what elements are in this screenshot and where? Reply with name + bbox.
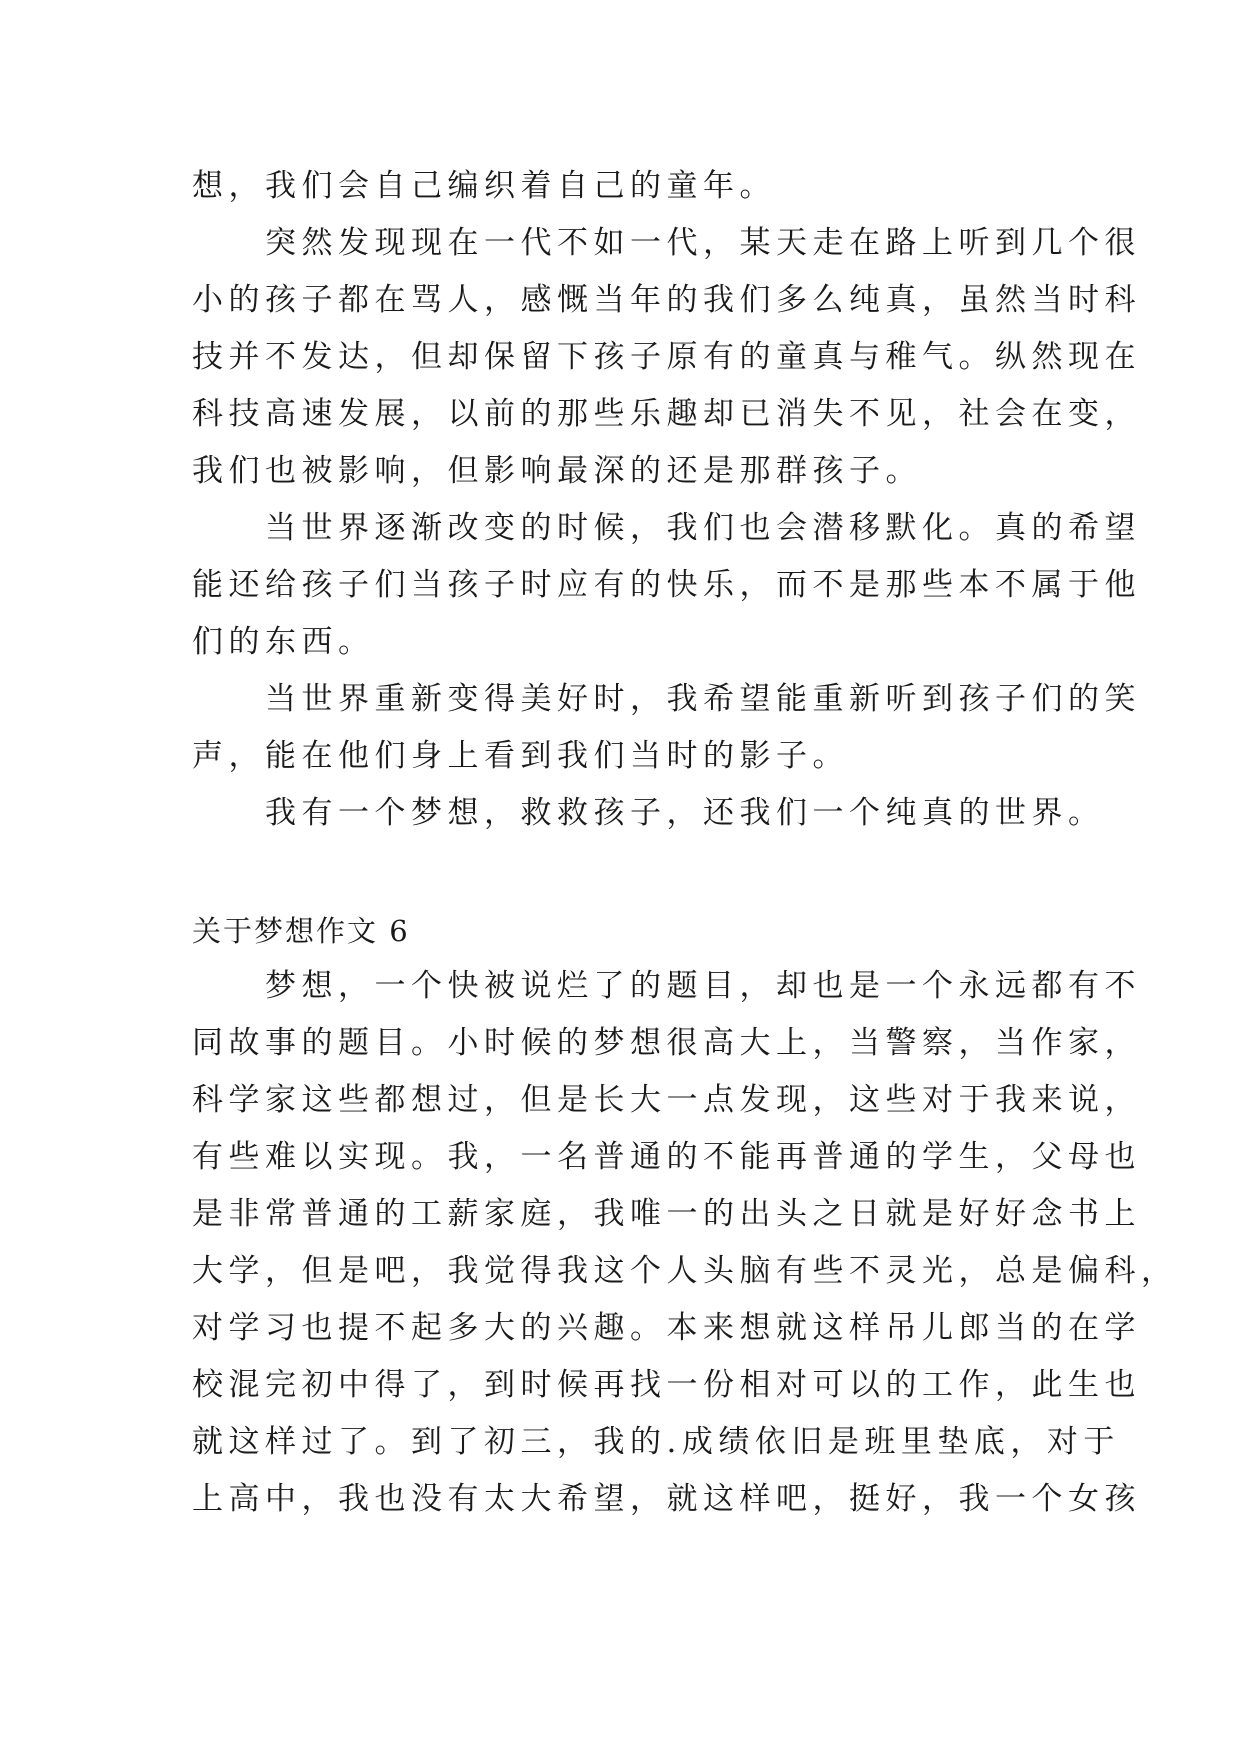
- section-heading: 关于梦想作文 6: [192, 914, 410, 948]
- paragraph-line: 同故事的题目。小时候的梦想很高大上，当警察，当作家，: [192, 1025, 1141, 1061]
- paragraph-line: 上高中，我也没有太大希望，就这样吧，挺好，我一个女孩: [192, 1481, 1141, 1517]
- paragraph-line: 科技高速发展，以前的那些乐趣却已消失不见，社会在变，: [192, 396, 1141, 432]
- paragraph-line: 大学，但是吧，我觉得我这个人头脑有些不灵光，总是偏科，: [192, 1253, 1178, 1289]
- paragraph-line: 是非常普通的工薪家庭，我唯一的出头之日就是好好念书上: [192, 1196, 1141, 1232]
- paragraph-line: 们的东西。: [192, 624, 375, 660]
- paragraph-line: 突然发现现在一代不如一代，某天走在路上听到几个很: [192, 225, 1141, 261]
- paragraph-line: 当世界逐渐改变的时候，我们也会潜移默化。真的希望: [192, 510, 1141, 546]
- paragraph-line: 当世界重新变得美好时，我希望能重新听到孩子们的笑: [192, 681, 1141, 717]
- paragraph-line: 能还给孩子们当孩子时应有的快乐，而不是那些本不属于他: [192, 567, 1141, 603]
- paragraph-line: 有些难以实现。我，一名普通的不能再普通的学生，父母也: [192, 1139, 1141, 1175]
- paragraph-line: 技并不发达，但却保留下孩子原有的童真与稚气。纵然现在: [192, 339, 1141, 375]
- paragraph-line: 想，我们会自己编织着自己的童年。: [192, 168, 776, 204]
- paragraph-line: 我们也被影响，但影响最深的还是那群孩子。: [192, 453, 922, 489]
- paragraph-line: 科学家这些都想过，但是长大一点发现，这些对于我来说，: [192, 1082, 1141, 1118]
- paragraph-line: 声，能在他们身上看到我们当时的影子。: [192, 738, 849, 774]
- paragraph-line: 梦想，一个快被说烂了的题目，却也是一个永远都有不: [192, 968, 1141, 1004]
- paragraph-line: 我有一个梦想，救救孩子，还我们一个纯真的世界。: [192, 795, 1105, 831]
- paragraph-line: 小的孩子都在骂人，感慨当年的我们多么纯真，虽然当时科: [192, 282, 1141, 318]
- paragraph-line: 就这样过了。到了初三，我的.成绩依旧是班里垫底，对于: [192, 1424, 1120, 1460]
- paragraph-line: 对学习也提不起多大的兴趣。本来想就这样吊儿郎当的在学: [192, 1310, 1141, 1346]
- paragraph-line: 校混完初中得了，到时候再找一份相对可以的工作，此生也: [192, 1367, 1141, 1403]
